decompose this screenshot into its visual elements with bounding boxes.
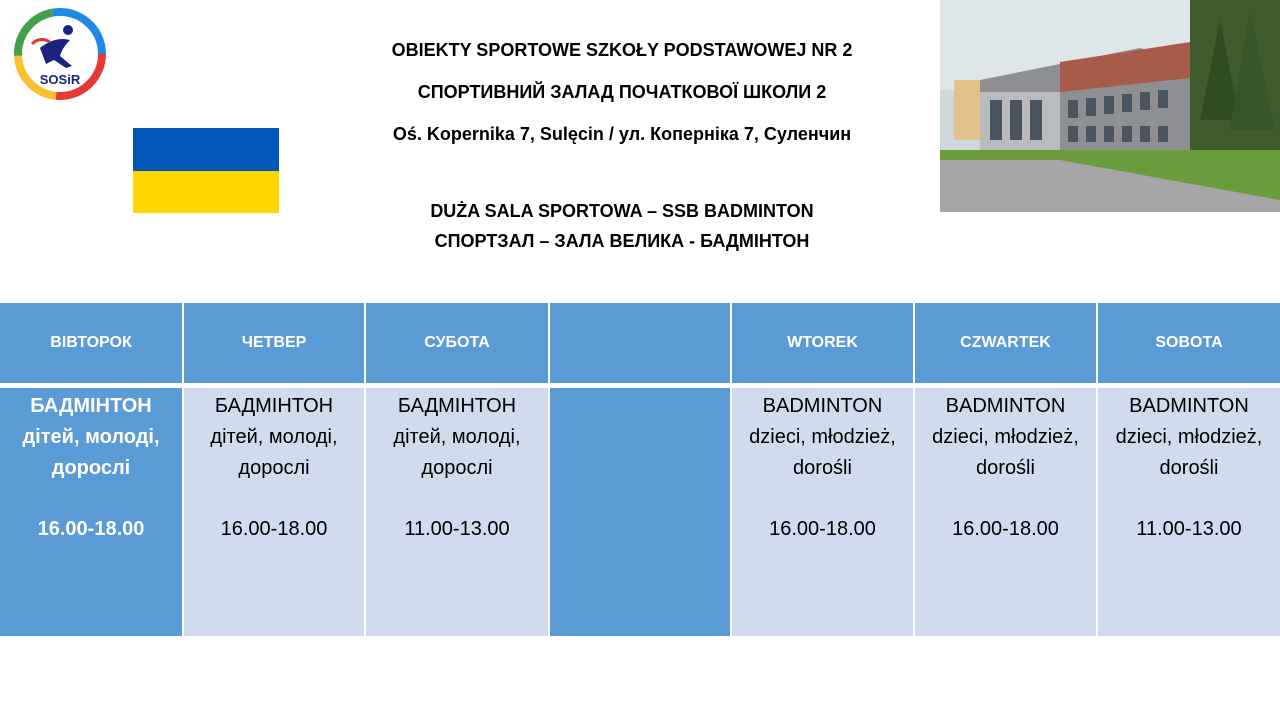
time-range: 16.00-18.00 xyxy=(952,518,1059,540)
group-label: дітей, молоді, xyxy=(393,426,521,448)
time-range: 16.00-18.00 xyxy=(220,518,328,540)
address: Oś. Kopernika 7, Sulęcin / ул. Коперніка 7, Суленчин xyxy=(392,124,852,144)
header-day-ua-2: ЧЕТВЕР xyxy=(184,303,364,383)
activity-label: BADMINTON xyxy=(1129,395,1249,417)
header-day-ua-3: СУБОТА xyxy=(366,303,548,383)
heading-school-ua: СПОРТИВНИЙ ЗАЛАД ПОЧАТКОВОЇ ШКОЛИ 2 xyxy=(417,82,827,102)
header-day-ua-1: ВІВТОРОК xyxy=(0,303,182,383)
table-middle-gap xyxy=(548,383,732,388)
sosir-logo-icon xyxy=(10,8,110,100)
heading-hall-pl: DUŻA SALA SPORTOWA – SSB BADMINTON xyxy=(430,201,814,221)
activity-label: БАДМІНТОН xyxy=(30,395,152,417)
school-building-photo xyxy=(940,0,1280,212)
table-middle-divider xyxy=(550,303,730,636)
schedule-cell-pl-3 xyxy=(1098,388,1280,636)
schedule-cell-ua-3 xyxy=(366,388,548,636)
logo-text: SOSiR xyxy=(39,72,81,87)
header-day-pl-2: CZWARTEK xyxy=(915,303,1096,383)
heading-school-pl: OBIEKTY SPORTOWE SZKOŁY PODSTAWOWEJ NR 2 xyxy=(391,40,853,60)
group-label: dzieci, młodzież, xyxy=(1115,426,1263,448)
activity-label: БАДМІНТОН xyxy=(214,395,334,417)
group-label: дітей, молоді, xyxy=(22,426,160,448)
flag-yellow-stripe xyxy=(133,171,279,214)
schedule-cell-ua-1 xyxy=(0,388,182,636)
group-label: dorośli xyxy=(976,457,1035,479)
time-range: 11.00-13.00 xyxy=(1136,518,1242,540)
time-range: 16.00-18.00 xyxy=(769,518,876,540)
time-range: 16.00-18.00 xyxy=(37,518,145,540)
schedule-cell-ua-2 xyxy=(184,388,364,636)
activity-label: БАДМІНТОН xyxy=(397,395,517,417)
group-label: dzieci, młodzież, xyxy=(932,426,1079,448)
group-label: дорослі xyxy=(238,457,310,479)
schedule-table xyxy=(0,303,1280,636)
header-day-pl-3: SOBOTA xyxy=(1098,303,1280,383)
activity-label: BADMINTON xyxy=(945,395,1066,417)
header-day-pl-1: WTOREK xyxy=(732,303,913,383)
group-label: dzieci, młodzież, xyxy=(749,426,896,448)
activity-label: BADMINTON xyxy=(762,395,883,417)
group-label: dorośli xyxy=(793,457,852,479)
group-label: dorośli xyxy=(1159,457,1219,479)
time-range: 11.00-13.00 xyxy=(404,518,510,540)
flag-blue-stripe xyxy=(133,128,279,171)
schedule-cell-pl-1 xyxy=(732,388,913,636)
schedule-cell-pl-2 xyxy=(915,388,1096,636)
group-label: дітей, молоді, xyxy=(210,426,338,448)
heading-hall-ua: СПОРТЗАЛ – ЗАЛА ВЕЛИКА - БАДМІНТОН xyxy=(434,231,810,251)
group-label: дорослі xyxy=(421,457,493,479)
group-label: дорослі xyxy=(51,457,131,479)
ukraine-flag-icon xyxy=(133,128,279,213)
